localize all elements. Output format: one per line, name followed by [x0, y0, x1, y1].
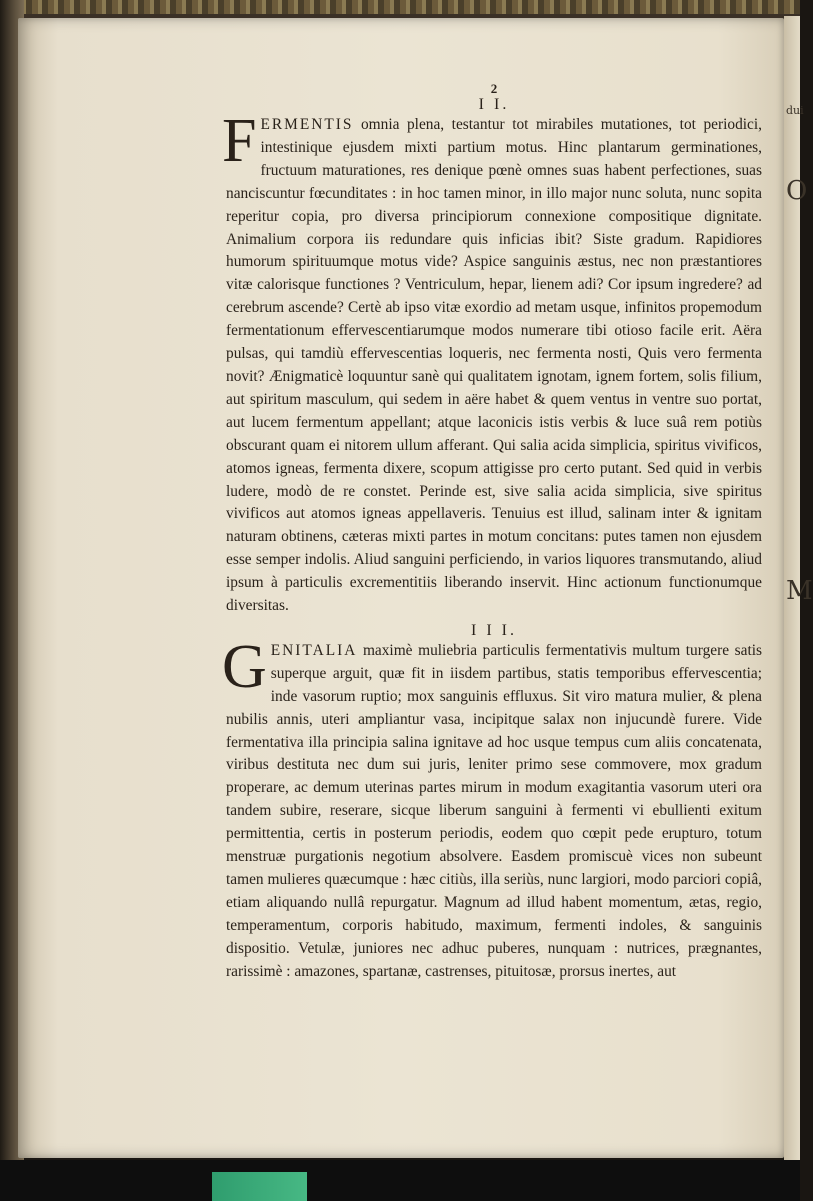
book-top-edge	[0, 0, 800, 14]
drop-cap: F	[222, 107, 257, 175]
paragraph-text: maximè muliebria particulis fermentativis multum turgere satis superque arguit, quæ fit in iisdem partibus, statis temporibus effervescentia; inde vasorum ruptio; mox sanguinis effluxus. Sit viro matura mulier, & plena nubilis annis, uteri ampliantur vasa, incipitque salax non injucundè furere. Vide fermentativa illa principia salina ignitave ad hoc usque tempus cum aliis concatenata, viribus destituta nec dum sui juris, leniter primo sese commovere, mox gradum properare, ac demum uterinas partes mirum in modum exagitantia vasorum uteri ora tandem subire, reserare, sicque liberum sanguini à fermenti vi ebullienti exitum permittentia, certis in posterum periodis, eodem quo cœpit pede erupturo, totum menstruæ purgationis negotium absolvere. Easdem promiscuè vices non subeunt tamen mulieres quæcumque : hæc citiùs, illa seriùs, nunc largiori, modo parciori copiâ, etiam aliquando nullâ repurgatur. Magnum ad illud habent momentum, ætas, regio, temperamentum, corporis habitudo, maximum, fermenti indoles, & sanguinis dispositio. Vetulæ, juniores nec adhuc puberes, nunquam : nutrices, prægnantes, rarissimè : amazones, spartanæ, castrenses, pituitosæ, prorsus inertes, aut	[226, 641, 762, 980]
section-paragraph	[222, 107, 762, 618]
next-page-fragment: dui	[786, 104, 804, 117]
section-number: I I I.	[471, 621, 517, 639]
paragraph-text: omnia plena, testantur tot mirabiles mutationes, tot periodici, intestinique ejusdem mixti partium motus. Hinc plantarum germinationes, fructuum maturationes, res denique pœnè omnes suas habent perfectiones, suas nanciscuntur fœcunditates : in hoc tamen minor, in illo major nunc soluta, nunc sopita reperitur copia, pro diversa principiorum connexione compositique dignitate. Animalium corpora iis redundare quis inficias ibit? Siste gradum. Rapidiores humorum spirituumque motus vide? Aspice sanguinis æstus, nec non præstantiores vitæ calorisque functiones ? Ventriculum, hepar, lienem adi? Cor ipsum ingredere? ad cerebrum ascende? Certè ab ipso vitæ exordio ad metam usque, infinitos propemodum fermentationum effervescentiarumque modos numerare tibi otioso facile erit. Aëra pulsas, qui tamdiù effervescentias loqueris, nec fermenta nosti, Quis vero fermenta novit? Ænigmaticè loquuntur sanè qui qualitatem ignotam, ignem fortem, solis filium, aut spiritum masculum, qui sedem in aëre habet & quem ventus in ventre suo portat, aut lucem fermentum appellant; atque laconicis istis verbis & luce suâ rem potiùs obscurant quam ei nitorem ullum afferant. Qui salia acida simplicia, spiritus vivificos, atomos igneas, fermenta dixere, scopum attigisse pro certo putant. Sed quid in verbis ludere, modò de re constet. Perinde est, sive salia acida simplicia, sive spiritus vivificos aut atomos igneas appellaveris. Tenuius est illud, salinam inter & ignitam naturam obtinens, cæteras mixti partes in motum concitans: putes tamen non ejusdem esse semper indolis. Aliud sanguini perficiendo, in varios liquores transmutando, aliud ipsum à particulis excrementitiis liberando inservit. Hinc actionum functionumque diversitas.	[226, 116, 762, 615]
drop-cap: G	[222, 632, 267, 701]
next-page-edge	[784, 16, 813, 1176]
green-ribbon	[212, 1172, 307, 1201]
section-paragraph	[222, 632, 762, 984]
next-page-fragment: O	[786, 176, 808, 206]
next-page-fragment: M	[786, 576, 813, 606]
page-text	[222, 81, 762, 984]
page-number: 2	[490, 81, 498, 96]
section-number: I I.	[478, 96, 510, 113]
bottom-background	[0, 1160, 800, 1201]
lead-word: ERMENTIS	[260, 116, 354, 133]
lead-word: ENITALIA	[270, 641, 358, 659]
